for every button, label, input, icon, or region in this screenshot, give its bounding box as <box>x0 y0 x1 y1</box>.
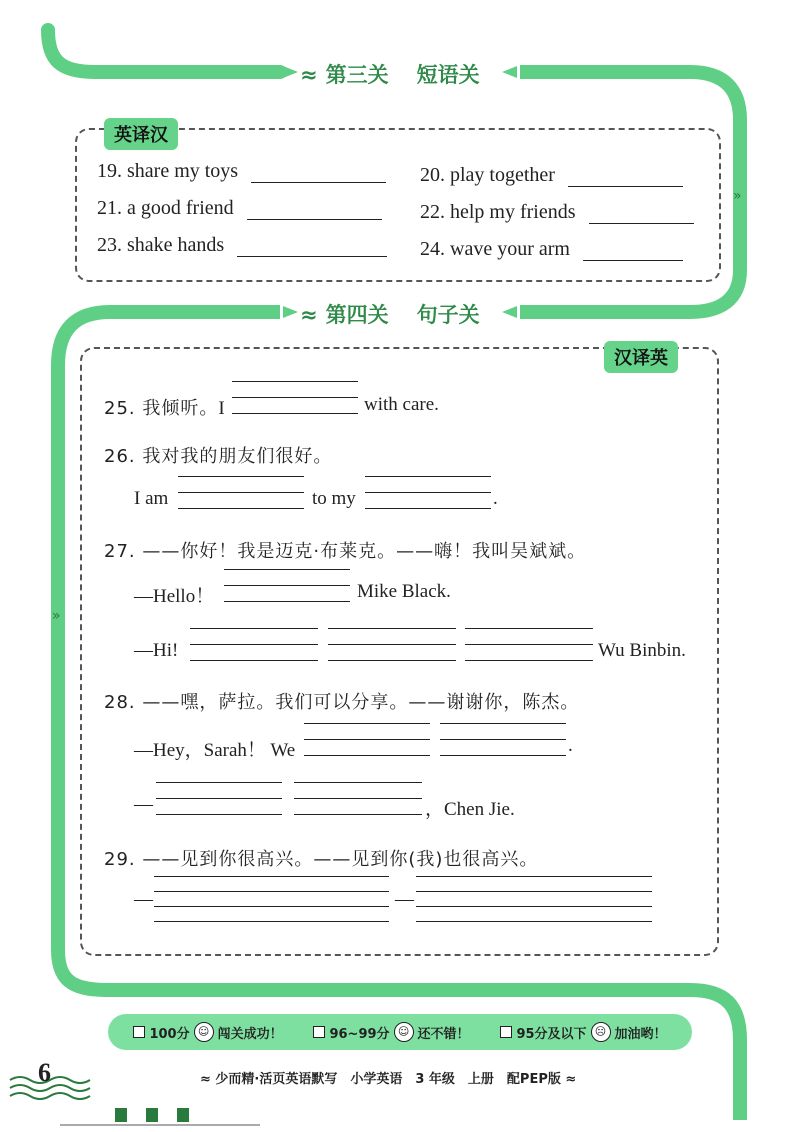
q27-line1-suffix: Mike Black. <box>357 581 451 602</box>
item-23: 23. shake hands <box>97 234 387 257</box>
q26-mid: to my <box>312 488 356 509</box>
section4-badge: 汉译英 <box>604 341 678 373</box>
item-20: 20. play together <box>420 164 683 187</box>
section3-heading <box>300 59 480 89</box>
q27-cn: 27. ——你好！我是迈克·布莱克。——嗨！我叫吴斌斌。 <box>104 541 587 562</box>
answer-line[interactable] <box>190 660 318 661</box>
q29-cn: 29. ——见到你很高兴。——见到你(我)也很高兴。 <box>104 849 539 870</box>
answer-line[interactable] <box>154 876 389 877</box>
q27-line2-suffix: Wu Binbin. <box>598 640 686 661</box>
answer-line[interactable] <box>365 508 491 509</box>
answer-line[interactable] <box>232 413 358 414</box>
answer-line[interactable] <box>154 906 389 907</box>
answer-line[interactable] <box>440 739 566 740</box>
answer-line[interactable] <box>328 660 456 661</box>
answer-line[interactable] <box>440 755 566 756</box>
cheer-face-icon: ☺ <box>194 1022 214 1042</box>
wave-icon: ≈ <box>300 303 318 327</box>
q28-line2-prefix: — <box>134 794 153 815</box>
answer-line[interactable] <box>232 381 358 382</box>
svg-text:»: » <box>52 608 61 624</box>
answer-line[interactable] <box>416 921 652 922</box>
answer-line[interactable] <box>178 492 304 493</box>
answer-line[interactable] <box>416 906 652 907</box>
answer-line[interactable] <box>328 644 456 645</box>
answer-line[interactable] <box>365 476 491 477</box>
wave-icon: ≈ <box>300 63 318 87</box>
svg-text:»: » <box>733 188 742 204</box>
section3-badge: 英译汉 <box>104 118 178 150</box>
answer-line[interactable] <box>440 723 566 724</box>
score-item-100: 100分 ☺ 闯关成功！ <box>133 1022 282 1042</box>
answer-line[interactable] <box>224 601 350 602</box>
section3-title: 第三关 <box>325 63 389 87</box>
answer-line[interactable] <box>224 585 350 586</box>
answer-line[interactable] <box>154 921 389 922</box>
answer-line[interactable] <box>156 782 282 783</box>
answer-line[interactable] <box>190 644 318 645</box>
answer-line[interactable] <box>156 814 282 815</box>
answer-blank[interactable] <box>247 218 382 220</box>
section4-title: 第四关 <box>325 303 389 327</box>
checkbox[interactable] <box>500 1026 512 1038</box>
answer-line[interactable] <box>232 397 358 398</box>
checkbox[interactable] <box>133 1026 145 1038</box>
q28-line1-end: . <box>568 735 573 756</box>
checkbox[interactable] <box>313 1026 325 1038</box>
item-19: 19. share my toys <box>97 160 386 183</box>
answer-line[interactable] <box>294 798 422 799</box>
score-item-96-99: 96~99分 ☺ 还不错！ <box>313 1022 469 1042</box>
q27-line2-prefix: —Hi! <box>134 640 179 661</box>
score-bar <box>108 1014 692 1050</box>
answer-blank[interactable] <box>568 185 683 187</box>
answer-blank[interactable] <box>237 255 387 257</box>
smile-face-icon: ☺ <box>394 1022 414 1042</box>
answer-line[interactable] <box>416 876 652 877</box>
answer-line[interactable] <box>294 814 422 815</box>
q26-prefix: I am <box>134 488 169 509</box>
section4-subtitle: 句子关 <box>416 303 480 327</box>
answer-line[interactable] <box>190 628 318 629</box>
q25: 25. 我倾听。I <box>104 398 225 419</box>
item-21: 21. a good friend <box>97 197 382 220</box>
answer-line[interactable] <box>154 891 389 892</box>
q26-cn: 26. 我对我的朋友们很好。 <box>104 446 333 467</box>
answer-line[interactable] <box>304 755 430 756</box>
answer-line[interactable] <box>178 508 304 509</box>
answer-blank[interactable] <box>589 222 694 224</box>
answer-line[interactable] <box>294 782 422 783</box>
answer-line[interactable] <box>178 476 304 477</box>
section3-subtitle: 短语关 <box>416 63 480 87</box>
answer-line[interactable] <box>416 891 652 892</box>
answer-line[interactable] <box>304 739 430 740</box>
answer-line[interactable] <box>465 628 593 629</box>
answer-line[interactable] <box>465 660 593 661</box>
answer-line[interactable] <box>465 644 593 645</box>
q29-dash1: — <box>134 889 153 910</box>
page-number: 6 <box>38 1058 51 1087</box>
q28-line2-suffix: ，Chen Jie. <box>425 799 515 820</box>
score-item-95-below: 95分及以下 ☹ 加油哟！ <box>500 1022 666 1042</box>
item-22: 22. help my friends <box>420 201 694 224</box>
answer-line[interactable] <box>156 798 282 799</box>
q27-line1-prefix: —Hello！ <box>134 586 215 607</box>
encourage-face-icon: ☹ <box>591 1022 611 1042</box>
answer-line[interactable] <box>365 492 491 493</box>
section4-heading <box>300 299 480 329</box>
footer-text: ≈ 少而精·活页英语默写 小学英语 3 年级 上册 配PEP版 ≈ <box>200 1072 577 1087</box>
q28-cn: 28. ——嘿，萨拉。我们可以分享。——谢谢你，陈杰。 <box>104 692 580 713</box>
q28-line1-prefix: —Hey，Sarah！ We <box>134 740 296 761</box>
q26-end: . <box>493 488 498 509</box>
q29-dash2: — <box>395 889 414 910</box>
answer-line[interactable] <box>328 628 456 629</box>
answer-blank[interactable] <box>251 181 386 183</box>
q25-suffix: with care. <box>364 394 439 415</box>
answer-line[interactable] <box>224 569 350 570</box>
answer-line[interactable] <box>304 723 430 724</box>
answer-blank[interactable] <box>583 259 683 261</box>
item-24: 24. wave your arm <box>420 238 683 261</box>
